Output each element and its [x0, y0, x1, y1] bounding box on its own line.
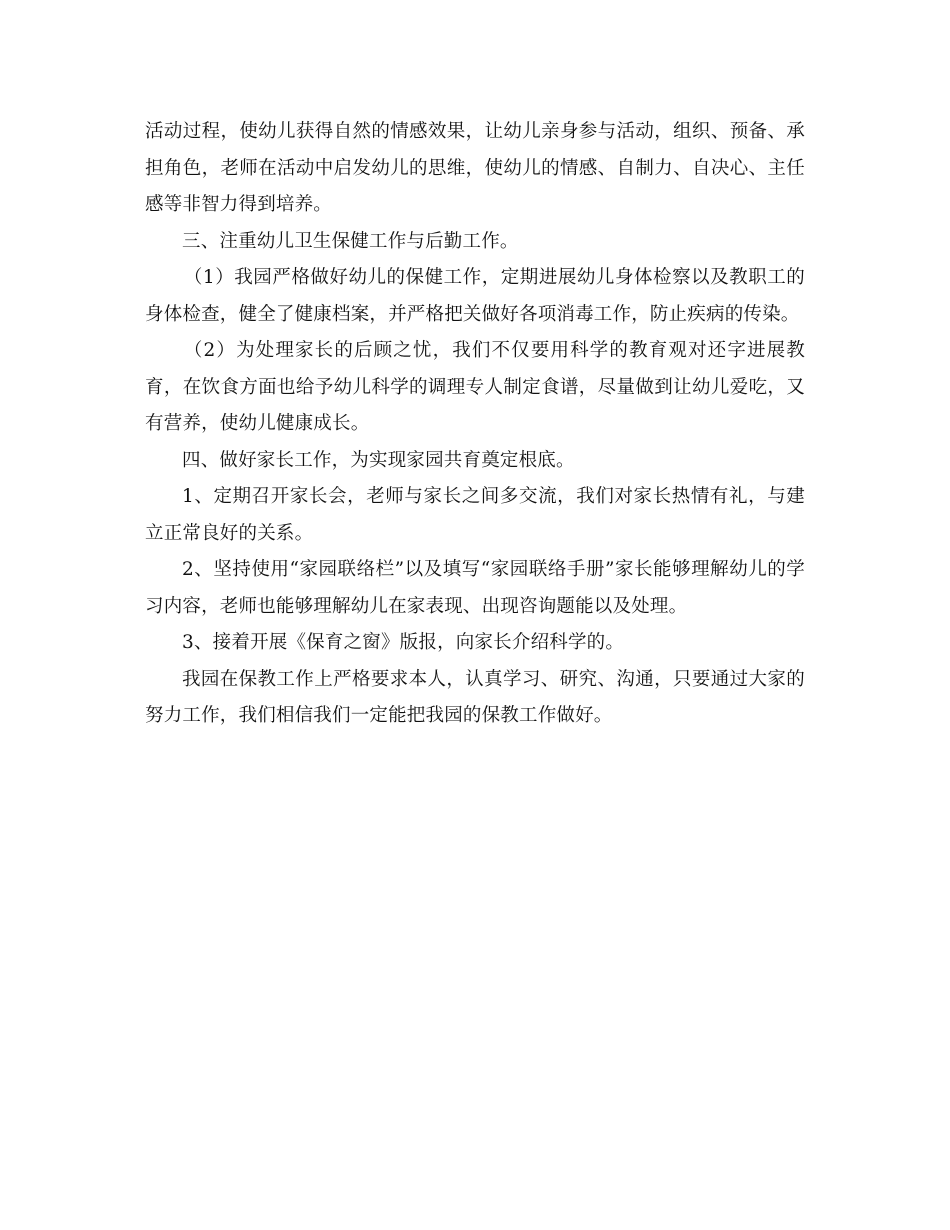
paragraph-continuation: 活动过程，使幼儿获得自然的情感效果，让幼儿亲身参与活动，组织、预备、承担角色，老师在活动中启发幼儿的思维，使幼儿的情感、自制力、自决心、主任感等非智力得到培养。 [145, 121, 805, 215]
section-heading-parents: 四、做好家长工作，为实现家园共育奠定根底。 [182, 449, 575, 471]
paragraph-conclusion: 我园在保教工作上严格要求本人，认真学习、研究、沟通，只要通过大家的努力工作，我们相信我们一定能把我园的保教工作做好。 [145, 668, 805, 726]
paragraph-health-care: （1）我园严格做好幼儿的保健工作，定期进展幼儿身体检察以及教职工的身体检查，健全了健康档案，并严格把关做好各项消毒工作，防止疾病的传染。 [145, 267, 805, 325]
paragraph-contact-column: 2、坚持使用“家园联络栏”以及填写“家园联络手册”家长能够理解幼儿的学习内容，老师也能够理解幼儿在家表现、出现咨询题能以及处理。 [145, 559, 805, 617]
document-body [145, 114, 805, 735]
paragraph-newsletter: 3、接着开展《保育之窗》版报，向家长介绍科学的。 [182, 632, 625, 653]
section-heading-hygiene: 三、注重幼儿卫生保健工作与后勤工作。 [182, 230, 519, 252]
paragraph-parent-meetings: 1、定期召开家长会，老师与家长之间多交流，我们对家长热情有礼，与建立正常良好的关系。 [145, 486, 805, 544]
paragraph-diet: （2）为处理家长的后顾之忧，我们不仅要用科学的教育观对还字进展教育，在饮食方面也给予幼儿科学的调理专人制定食谱，尽量做到让幼儿爱吃，又有营养，使幼儿健康成长。 [145, 340, 805, 434]
